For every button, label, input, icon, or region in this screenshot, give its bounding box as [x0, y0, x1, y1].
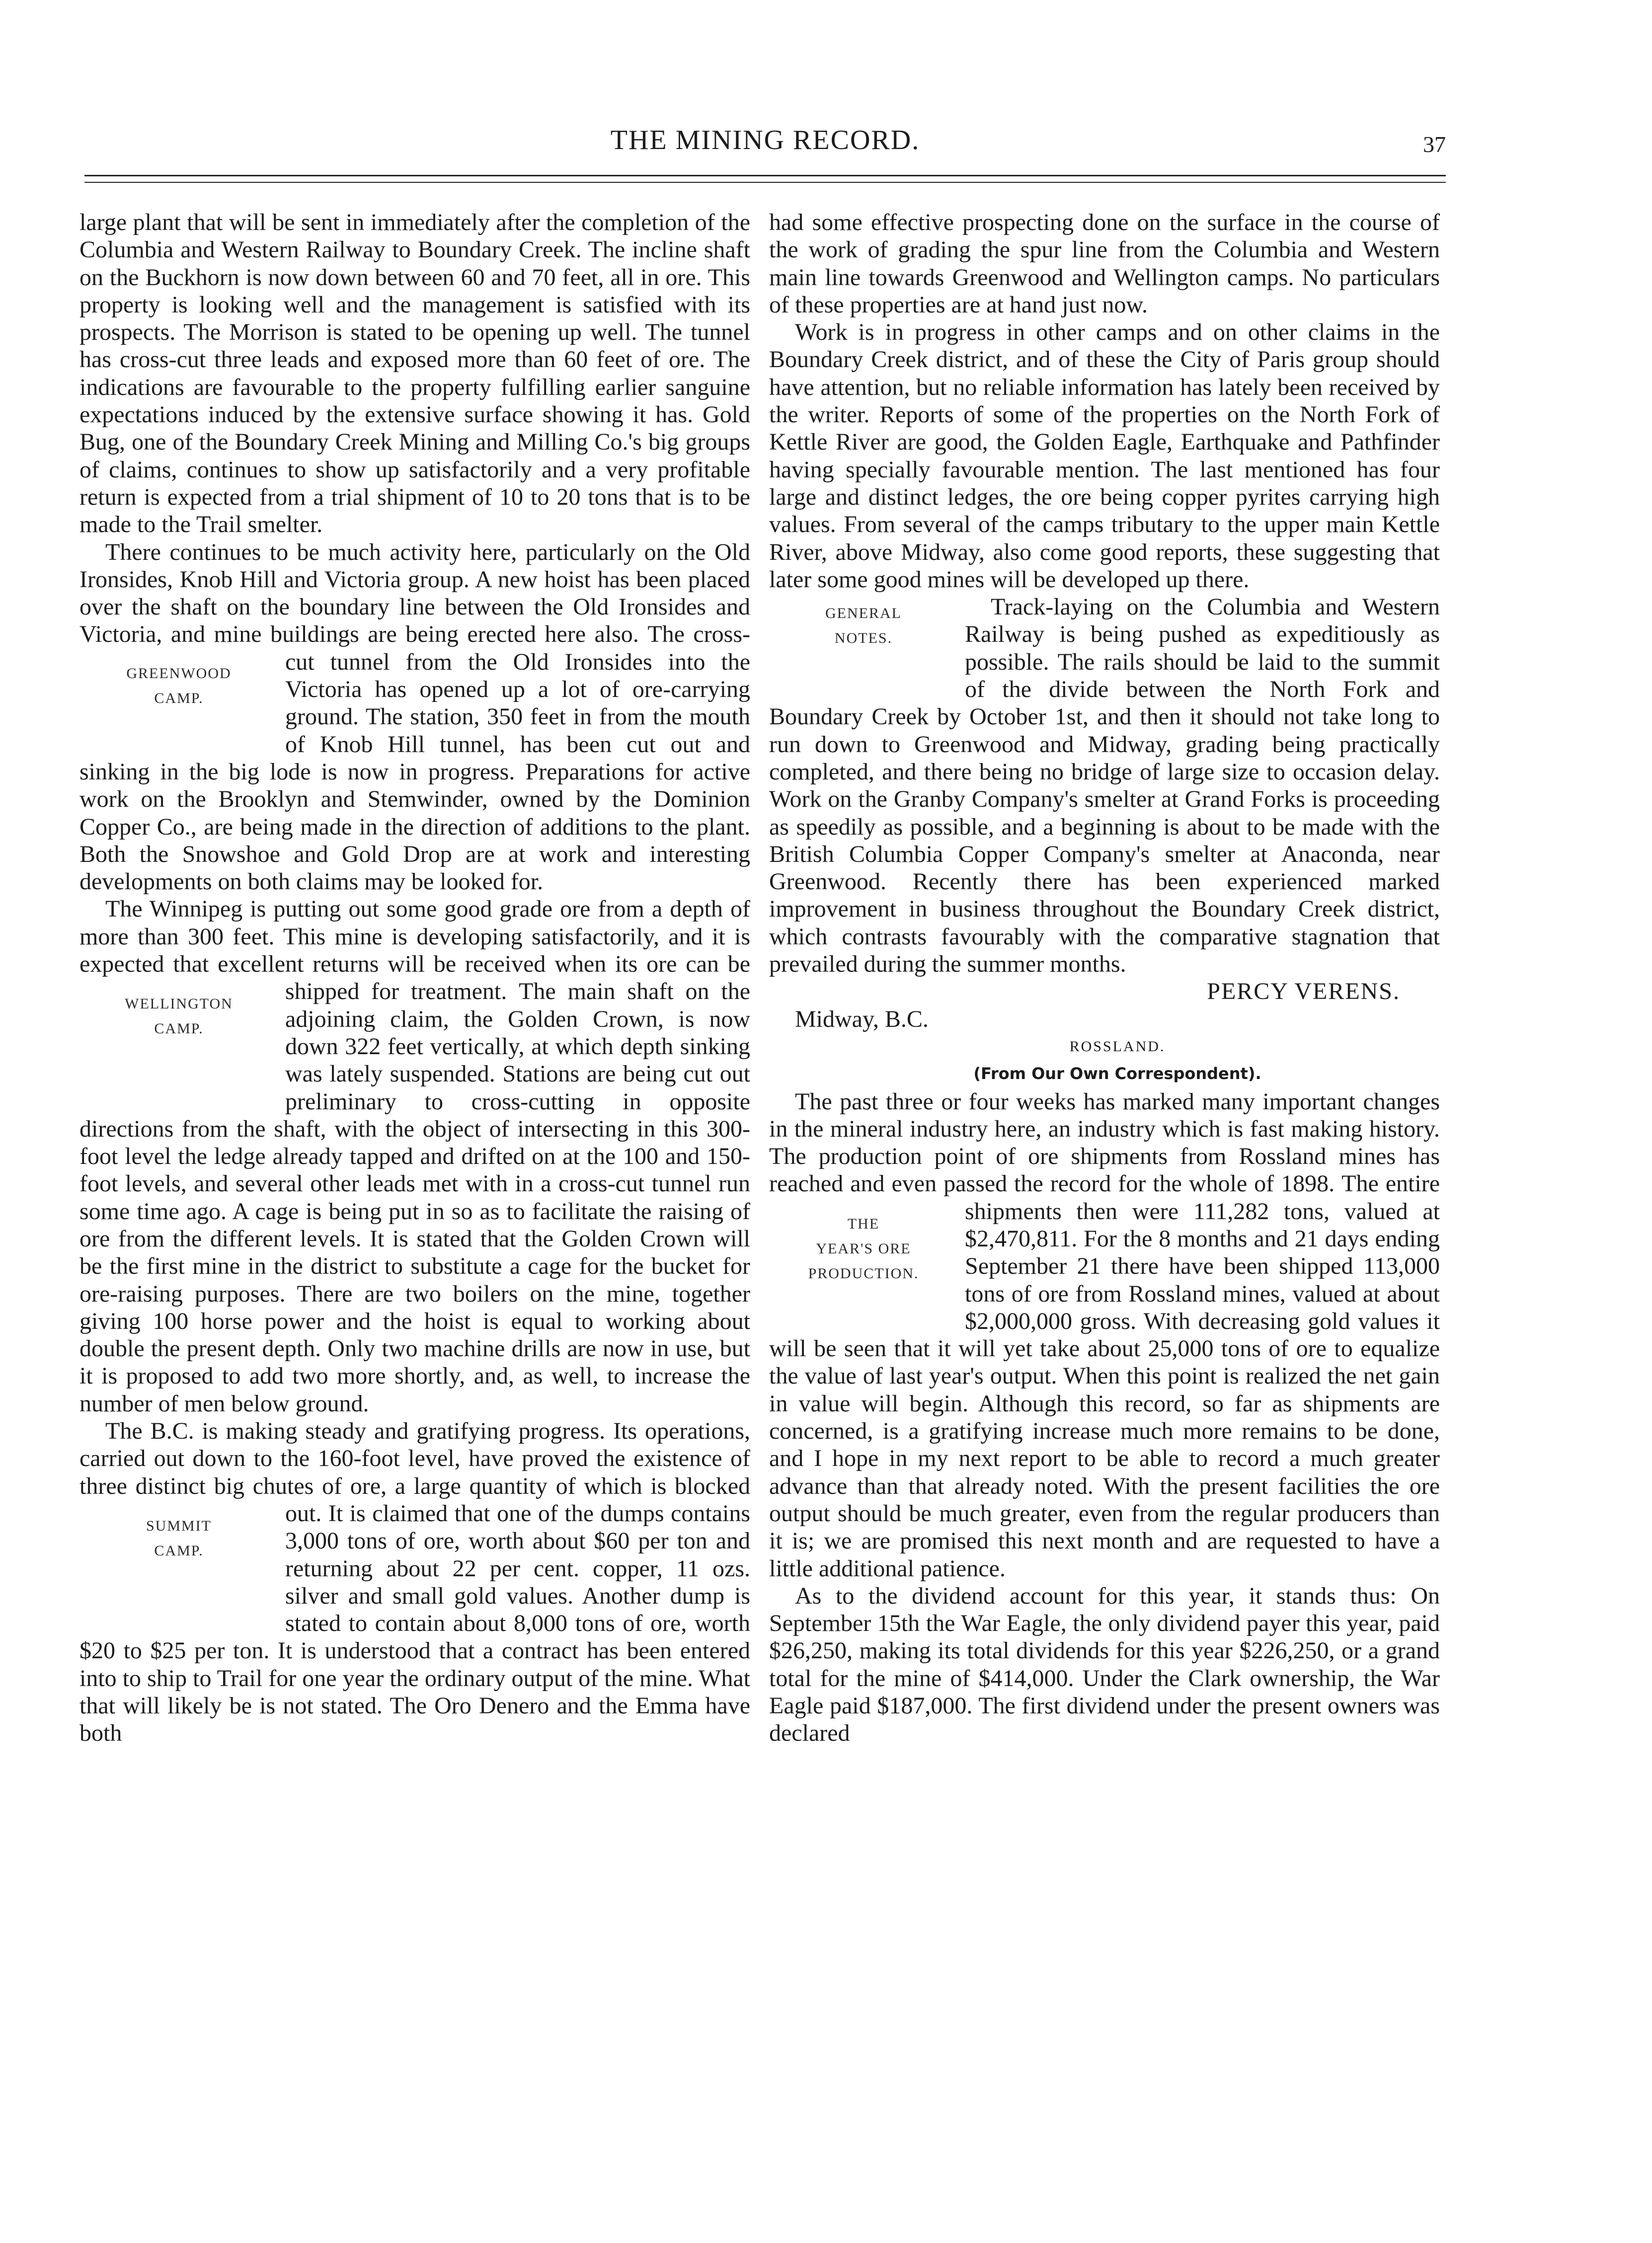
side-heading-wellington-camp — [79, 979, 278, 1088]
paragraph: As to the dividend account for this year, it stands thus: On September 15th the War Eagle, the only dividend payer this year, paid $26,250, making its total dividends for this year $226,250, or a grand total for the mine of $414,000. Under the Clark ownership, the War Eagle paid $187,000. The first dividend under the present owners was declared — [769, 1582, 1440, 1747]
paragraph: had some effective prospecting done on the surface in the course of the work of grading the spur line from the Columbia and Western main line towards Greenwood and Wellington camps. No particulars of these properties are at hand just now. — [769, 209, 1440, 318]
side-heading-line: PRODUCTION. — [808, 1265, 919, 1282]
paragraph-text: The main shaft on the adjoining claim, the Golden Crown, is now down 322 feet vertically, at which depth sinking was lately suspended. Stations are being cut out preliminary to cross-cutting in opposite directions from the shaft, with the object of intersecting in this 300-foot level the ledge already tapped and drifted on at the 100 and 150-foot levels, and several other leads met with in a cross-cut tunnel run some time ago. A cage is being put in so as to facilitate the raising of ore from the different levels. It is stated that the Golden Crown will be the first mine in the district to substitute a cage for the bucket for ore-raising purposes. There are two boilers on the mine, together giving 100 horse power and the hoist is equal to working about double the present depth. Only two machine drills are now in use, but it is proposed to add two more shortly, and, as well, to increase the number of men below ground. — [79, 978, 751, 1417]
side-heading-general-notes — [769, 594, 958, 676]
paragraph-text: It is claimed that one of the dumps contains 3,000 tons of ore, worth about $60 per ton and returning about 22 per cent. copper, 11 ozs. silver and small gold values. Another dump is stated to contain about 8,000 tons of ore, worth $20 to $25 per ton. It is understood that a contract has been entered into to ship to Trail for one year the ordinary output of the mine. What that will likely be is not stated. The Oro Denero and the Emma have both — [79, 1500, 751, 1747]
side-heading-year-ore-production — [769, 1199, 958, 1308]
paragraph-text: The Winnipeg is putting out some good grade ore from a depth of more than 300 feet. This mine is developing satisfactorily, and it is expected that excellent returns will be received when its ore can be shipped for treatment. — [79, 896, 750, 1005]
side-heading-greenwood-camp — [79, 648, 278, 758]
section-title: ROSSLAND. — [1069, 1038, 1166, 1055]
header-rule-top — [84, 175, 1446, 176]
page-header — [84, 124, 1446, 169]
side-heading-line: CAMP. — [154, 1542, 204, 1559]
correspondent-line: (From Our Own Correspondent). — [973, 1064, 1261, 1083]
side-heading-line: CAMP. — [154, 690, 204, 706]
running-title: THE MINING RECORD. — [610, 125, 920, 155]
dateline: Midway, B.C. — [795, 1005, 929, 1032]
paragraph-text: The cross-cut tunnel from the Old Ironsides into the Victoria has opened up a lot of ore-carrying ground. The station, 350 feet in from the mouth of Knob Hill tunnel, has been cut out and sinking in the big lode is now in progress. Preparations for active work on the Brooklyn and Stemwinder, owned by the Dominion Copper Co., are being made in the direction of additions to the plant. Both the Snowshoe and Gold Drop are at work and interesting developments on both claims may be looked for. — [79, 621, 750, 895]
paragraph — [769, 593, 1440, 978]
paragraph — [769, 1088, 1440, 1582]
right-column — [769, 209, 1440, 1747]
paragraph-text: The entire shipments then were 111,282 tons, valued at $2,470,811. For the 8 months and 21 days ending September 21 there have been shipped 113,000 tons of ore from Rossland mines, valued at about $2,000,000 gross. With decreasing gold values it will be seen that it will yet take about 25,000 tons of ore to equalize the value of last year's output. When this point is realized the net gain in value will begin. Although this record, so far as shipments are concerned, is a gratifying increase much more remains to be done, and I hope in my next report to be able to record a much greater advance than that already noted. With the present facilities the ore output should be much greater, even from the regular producers than it is; we are promised this next month and are requested to have a little additional patience. — [769, 1170, 1440, 1582]
side-heading-line: THE — [847, 1215, 880, 1232]
side-heading-line: GREENWOOD — [126, 665, 232, 682]
paragraph-text: There continues to be much activity here, particularly on the Old Ironsides, Knob Hill and Victoria group. A new hoist has been placed over the shaft on the boundary line between the Old Ironsides and Victoria, and mine buildings are being erected here also. — [79, 539, 750, 648]
left-column — [79, 209, 750, 1747]
side-heading-line: YEAR'S ORE — [816, 1240, 911, 1257]
paragraph — [79, 539, 750, 896]
side-heading-line: WELLINGTON — [125, 996, 233, 1012]
paragraph-text: The B.C. is making steady and gratifying progress. Its operations, carried out down to the 160-foot level, have proved the existence of three distinct big chutes of ore, a large quantity of which is blocked out. — [79, 1418, 750, 1527]
header-rule-bottom — [84, 182, 1446, 183]
side-heading-line: NOTES. — [834, 630, 893, 647]
paragraph-text: The past three or four weeks has marked many important changes in the mineral industry here, an industry which is fast making history. The production point of ore shipments from Rossland mines has reached and even passed the record for the whole of 1898. — [769, 1088, 1440, 1197]
page-number: 37 — [1423, 132, 1446, 157]
paragraph: large plant that will be sent in immediately after the completion of the Columbia and Western Railway to Boundary Creek. The incline shaft on the Buckhorn is now down between 60 and 70 feet, all in ore. This property is looking well and the management is satisfied with its prospects. The Morrison is stated to be opening up well. The tunnel has cross-cut three leads and exposed more than 60 feet of ore. The indications are favourable to the property fulfilling earlier sanguine expectations induced by the extensive surface showing it has. Gold Bug, one of the Boundary Creek Mining and Milling Co.'s big groups of claims, continues to show up satisfactorily and a very profitable return is expected from a trial shipment of 10 to 20 tons that is to be made to the Trail smelter. — [79, 209, 750, 538]
side-heading-line: CAMP. — [154, 1020, 204, 1037]
side-heading-line: GENERAL — [825, 605, 902, 622]
author-signature: PERCY VERENS. — [1207, 978, 1400, 1005]
paragraph — [79, 895, 750, 1417]
paragraph: Work is in progress in other camps and on other claims in the Boundary Creek district, and of these the City of Paris group should have attention, but no reliable information has lately been received by the writer. Reports of some of the properties on the North Fork of Kettle River are good, the Golden Eagle, Earthquake and Pathfinder having specially favourable mention. The last mentioned has four large and distinct ledges, the ore being copper pyrites carrying high values. From several of the camps tributary to the upper main Kettle River, above Midway, also come good reports, these suggesting that later some good mines will be developed up there. — [769, 319, 1440, 593]
side-heading-line: SUMMIT — [146, 1517, 212, 1534]
paragraph-text: Track-laying on the Columbia and Western Railway is being pushed as expeditiously as possible. The rails should be laid to the summit of the divide between the North Fork and Boundary Creek by October 1st, and then it should not take long to run down to Greenwood and Midway, grading being practically completed, and there being no bridge of large size to occasion delay. Work on the Granby Company's smelter at Grand Forks is proceeding as speedily as possible, and a beginning is about to be made with the British Columbia Copper Company's smelter at Anaconda, near Greenwood. Recently there has been experienced marked improvement in business throughout the Boundary Creek district, which contrasts favourably with the comparative stagnation that prevailed during the summer months. — [769, 594, 1440, 978]
side-heading-summit-camp — [79, 1501, 278, 1610]
paragraph — [79, 1417, 750, 1747]
